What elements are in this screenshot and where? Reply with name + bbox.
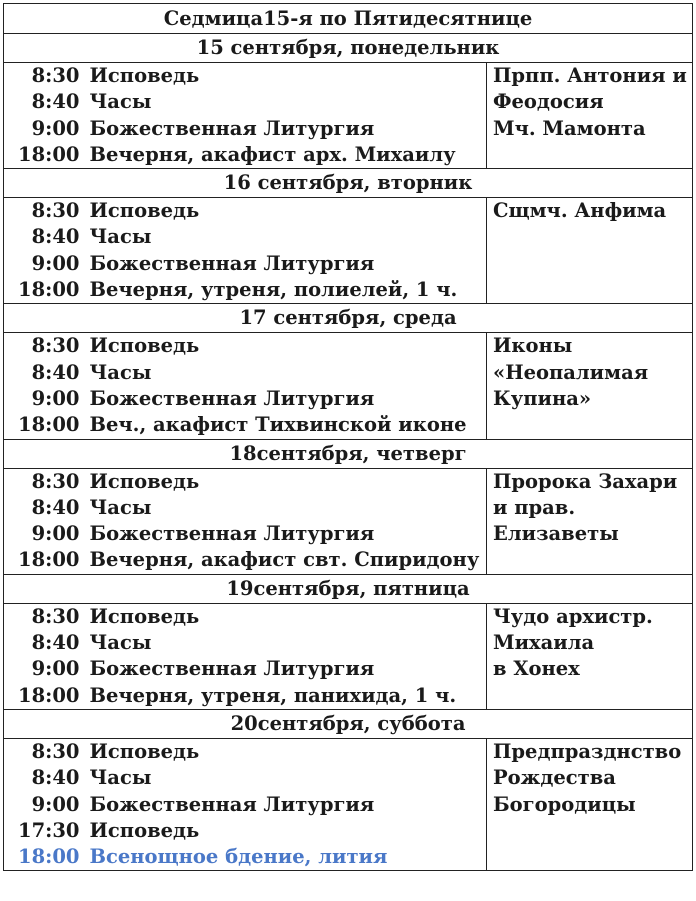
feast-of-day bbox=[487, 738, 693, 870]
service-time: 8:30 bbox=[31, 334, 80, 358]
day-services-row bbox=[4, 63, 693, 169]
service-names bbox=[85, 603, 487, 709]
service-name: Часы bbox=[89, 766, 152, 790]
service-time: 9:00 bbox=[31, 116, 80, 140]
service-name: Исповедь bbox=[89, 334, 200, 358]
service-time: 8:30 bbox=[31, 64, 80, 87]
feast-of-day bbox=[487, 603, 693, 709]
day-header-row bbox=[4, 709, 693, 738]
service-time: 18:00 bbox=[18, 845, 80, 869]
service-time: 9:00 bbox=[31, 792, 80, 816]
feast-of-day bbox=[487, 63, 693, 169]
service-name: Божественная Литургия bbox=[89, 792, 375, 816]
service-times bbox=[4, 333, 85, 439]
schedule-body bbox=[4, 4, 693, 871]
service-name: Вечерня, акафист арх. Михаилу bbox=[89, 142, 456, 166]
service-time: 8:30 bbox=[31, 469, 80, 493]
service-name: Исповедь bbox=[89, 739, 200, 763]
service-name: Исповедь bbox=[89, 818, 200, 842]
service-time: 8:40 bbox=[31, 766, 80, 790]
schedule-sheet bbox=[3, 3, 692, 871]
service-name: Божественная Литургия bbox=[89, 116, 375, 140]
feast-line: Иконы bbox=[493, 334, 573, 358]
day-services-row bbox=[4, 738, 693, 870]
service-time: 18:00 bbox=[18, 278, 80, 302]
day-header: 19сентября, пятница bbox=[4, 574, 693, 603]
service-times bbox=[4, 63, 85, 169]
service-time: 9:00 bbox=[31, 386, 80, 410]
service-time: 9:00 bbox=[31, 657, 80, 681]
service-time: 8:30 bbox=[31, 739, 80, 763]
service-time: 9:00 bbox=[31, 522, 80, 546]
day-header: 18сентября, четверг bbox=[4, 439, 693, 468]
service-name: Исповедь bbox=[89, 604, 200, 628]
service-name: Часы bbox=[89, 225, 152, 249]
feast-line: Богородицы bbox=[493, 792, 636, 816]
service-time: 18:00 bbox=[18, 548, 80, 572]
feast-line: Рождества bbox=[493, 766, 616, 790]
title-row bbox=[4, 4, 693, 34]
service-times bbox=[4, 198, 85, 304]
feast-of-day bbox=[487, 198, 693, 304]
feast-line: Чудо архистр. bbox=[493, 604, 653, 628]
day-services-row bbox=[4, 198, 693, 304]
day-header-row bbox=[4, 34, 693, 63]
feast-line: в Хонех bbox=[493, 657, 580, 681]
service-name: Часы bbox=[89, 495, 152, 519]
service-times bbox=[4, 603, 85, 709]
day-services-row bbox=[4, 333, 693, 439]
service-time: 8:40 bbox=[31, 360, 80, 384]
service-time: 9:00 bbox=[31, 251, 80, 275]
day-header: 17 сентября, среда bbox=[4, 304, 693, 333]
feast-line: Пророка Захари bbox=[493, 469, 678, 493]
service-times bbox=[4, 468, 85, 574]
day-header: 20сентября, суббота bbox=[4, 709, 693, 738]
feast-line: и прав. bbox=[493, 495, 576, 519]
service-name: Часы bbox=[89, 360, 152, 384]
service-time: 17:30 bbox=[18, 818, 80, 842]
service-name: Исповедь bbox=[89, 469, 200, 493]
feast-line: Мч. Мамонта bbox=[493, 116, 646, 140]
service-time: 18:00 bbox=[18, 683, 80, 707]
service-time: 8:40 bbox=[31, 631, 80, 655]
service-time: 8:30 bbox=[31, 604, 80, 628]
service-names bbox=[85, 198, 487, 304]
week-title: Седмица15-я по Пятидесятнице bbox=[4, 4, 693, 34]
day-services-row bbox=[4, 603, 693, 709]
day-header-row bbox=[4, 304, 693, 333]
day-header-row bbox=[4, 574, 693, 603]
service-names bbox=[85, 63, 487, 169]
day-header: 16 сентября, вторник bbox=[4, 169, 693, 198]
day-header-row bbox=[4, 169, 693, 198]
feast-line: Феодосия bbox=[493, 90, 604, 114]
service-name: Веч., акафист Тихвинской иконе bbox=[89, 413, 467, 437]
service-name: Исповедь bbox=[89, 199, 200, 223]
feast-line: Купина» bbox=[493, 386, 592, 410]
service-time: 18:00 bbox=[18, 142, 80, 166]
service-name: Вечерня, утреня, панихида, 1 ч. bbox=[89, 683, 457, 707]
service-time: 8:40 bbox=[31, 225, 80, 249]
feast-line: Елизаветы bbox=[493, 522, 619, 546]
service-times bbox=[4, 738, 85, 870]
service-name: Исповедь bbox=[89, 64, 200, 87]
day-services-row bbox=[4, 468, 693, 574]
service-name: Вечерня, утреня, полиелей, 1 ч. bbox=[89, 278, 458, 302]
service-name: Часы bbox=[89, 631, 152, 655]
schedule-table bbox=[3, 3, 693, 871]
day-header-row bbox=[4, 439, 693, 468]
service-name: Божественная Литургия bbox=[89, 386, 375, 410]
service-time: 8:40 bbox=[31, 495, 80, 519]
service-name: Божественная Литургия bbox=[89, 522, 375, 546]
feast-line: Предпразднство bbox=[493, 739, 682, 763]
service-names bbox=[85, 333, 487, 439]
feast-of-day bbox=[487, 468, 693, 574]
service-name: Божественная Литургия bbox=[89, 251, 375, 275]
service-name: Всенощное бдение, лития bbox=[89, 845, 388, 869]
feast-line: «Неопалимая bbox=[493, 360, 649, 384]
service-names bbox=[85, 468, 487, 574]
feast-line: Прпп. Антония и bbox=[493, 64, 687, 87]
feast-line: Михаила bbox=[493, 631, 595, 655]
service-name: Божественная Литургия bbox=[89, 657, 375, 681]
service-name: Вечерня, акафист свт. Спиридону bbox=[89, 548, 480, 572]
service-time: 18:00 bbox=[18, 413, 80, 437]
service-time: 8:30 bbox=[31, 199, 80, 223]
day-header: 15 сентября, понедельник bbox=[4, 34, 693, 63]
feast-of-day bbox=[487, 333, 693, 439]
service-time: 8:40 bbox=[31, 90, 80, 114]
service-name: Часы bbox=[89, 90, 152, 114]
service-names bbox=[85, 738, 487, 870]
feast-line: Сщмч. Анфима bbox=[493, 199, 667, 223]
